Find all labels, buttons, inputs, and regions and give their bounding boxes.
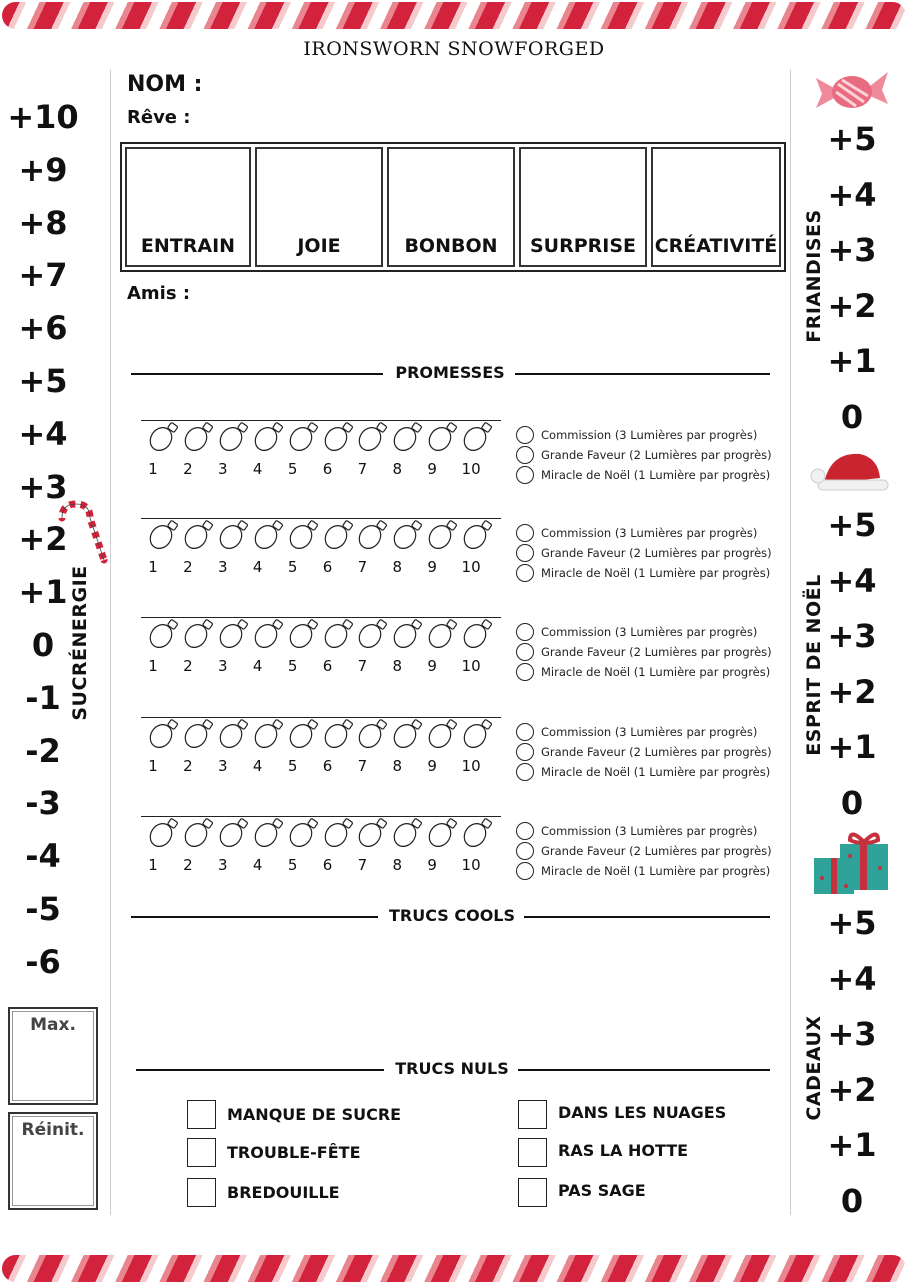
progress-number: 9 [427, 757, 437, 775]
progress-number: 4 [252, 657, 263, 675]
light-bulb-icon[interactable] [147, 818, 181, 852]
promise-rank-label: Miracle de Noël (1 Lumière par progrès) [541, 765, 771, 779]
promise-rank-radio[interactable] [516, 564, 534, 582]
friandises-label: FRIANDISES [803, 209, 825, 343]
light-bulb-icon[interactable] [147, 719, 181, 753]
progress-number: 8 [392, 558, 403, 576]
promise-rank-label: Commission (3 Lumières par progrès) [541, 725, 758, 739]
progress-number: 2 [183, 856, 193, 874]
light-bulb-icon[interactable] [147, 422, 181, 456]
track-value[interactable]: +3 [827, 231, 877, 269]
promise-rank-radio[interactable] [516, 862, 534, 880]
progress-track-line [141, 518, 501, 519]
top-candy-stripe [2, 2, 906, 29]
track-value[interactable]: +4 [827, 175, 877, 214]
track-value[interactable]: +5 [827, 506, 877, 544]
track-value[interactable]: +5 [827, 120, 877, 158]
progress-number: 10 [461, 657, 481, 675]
light-bulb-icon[interactable] [322, 719, 356, 753]
progress-number: 1 [148, 757, 158, 775]
track-value[interactable]: +2 [827, 1070, 877, 1109]
progress-number: 9 [427, 657, 437, 675]
promise-rank-label: Miracle de Noël (1 Lumière par progrès) [541, 566, 771, 580]
promise-rank-radio[interactable] [516, 466, 534, 484]
progress-number: 1 [148, 657, 158, 675]
cadeaux-label: CADEAUX [803, 1015, 825, 1121]
gift-icon [810, 828, 892, 898]
cool-stuff-title: TRUCS COOLS [388, 906, 516, 925]
progress-number: 4 [252, 856, 263, 874]
track-value[interactable]: +4 [827, 561, 877, 600]
promise-rank-label: Grande Faveur (2 Lumières par progrès) [541, 546, 772, 560]
track-value[interactable]: +2 [827, 286, 877, 325]
reset-box[interactable] [8, 1112, 98, 1210]
sucrenergie-value[interactable]: +7 [18, 256, 68, 295]
progress-number: 6 [322, 856, 333, 874]
light-bulb-icon[interactable] [287, 619, 321, 653]
light-bulb-icon[interactable] [391, 520, 425, 554]
progress-number: 2 [183, 460, 193, 478]
progress-number: 8 [392, 460, 403, 478]
progress-number: 3 [218, 856, 228, 874]
light-bulb-icon[interactable] [391, 619, 425, 653]
progress-number: 4 [252, 757, 263, 775]
progress-number: 10 [461, 460, 481, 478]
progress-track-line [141, 617, 501, 618]
name-label: NOM : [127, 72, 203, 97]
light-bulb-icon[interactable] [252, 818, 286, 852]
progress-number: 5 [287, 856, 298, 874]
bad-stuff-label: DANS LES NUAGES [558, 1103, 727, 1122]
track-value[interactable]: +3 [827, 1015, 877, 1053]
track-value[interactable]: +1 [827, 1126, 877, 1164]
light-bulb-icon[interactable] [182, 422, 216, 456]
progress-number: 1 [148, 460, 158, 478]
light-bulb-icon[interactable] [287, 520, 321, 554]
cool-rule-right [524, 916, 770, 918]
sucrenergie-value[interactable]: +5 [18, 362, 68, 400]
bad-stuff-checkbox[interactable] [187, 1138, 216, 1167]
track-value[interactable]: +1 [827, 342, 877, 380]
progress-number: 1 [148, 558, 158, 576]
sucrenergie-value[interactable]: -4 [25, 837, 61, 876]
light-bulb-icon[interactable] [356, 422, 390, 456]
progress-number: 3 [218, 558, 228, 576]
light-bulb-icon[interactable] [461, 619, 495, 653]
light-bulb-icon[interactable] [217, 818, 251, 852]
reset-label: Réinit. [21, 1120, 85, 1140]
progress-number: 8 [392, 757, 403, 775]
progress-number: 6 [322, 460, 333, 478]
light-bulb-icon[interactable] [391, 719, 425, 753]
track-value[interactable]: +5 [827, 904, 877, 942]
sucrenergie-value[interactable]: +9 [18, 150, 68, 189]
bad-stuff-checkbox[interactable] [518, 1178, 547, 1207]
progress-number: 5 [287, 757, 298, 775]
promise-rank-label: Miracle de Noël (1 Lumière par progrès) [541, 468, 771, 482]
sucrenergie-value[interactable]: +3 [18, 467, 68, 506]
light-bulb-icon[interactable] [426, 818, 460, 852]
promise-rank-radio[interactable] [516, 663, 534, 681]
progress-number: 8 [392, 657, 403, 675]
light-bulb-icon[interactable] [391, 818, 425, 852]
light-bulb-icon[interactable] [147, 619, 181, 653]
promises-rule-right [515, 373, 770, 375]
promise-rank-radio[interactable] [516, 822, 534, 840]
light-bulb-icon[interactable] [287, 422, 321, 456]
progress-number: 4 [252, 558, 263, 576]
progress-number: 10 [461, 856, 481, 874]
promise-rank-label: Commission (3 Lumières par progrès) [541, 428, 758, 442]
promises-rule-left [131, 373, 383, 375]
progress-number: 10 [461, 757, 481, 775]
progress-number: 2 [183, 558, 193, 576]
bottom-candy-stripe [2, 1255, 906, 1282]
friends-label: Amis : [127, 283, 191, 304]
track-value[interactable]: 0 [840, 1181, 864, 1220]
light-bulb-icon[interactable] [426, 520, 460, 554]
stats-panel [120, 142, 786, 272]
light-bulb-icon[interactable] [182, 619, 216, 653]
sucrenergie-value[interactable]: +6 [18, 309, 68, 348]
track-value[interactable]: +4 [827, 959, 877, 998]
progress-number: 7 [357, 657, 368, 675]
sucrenergie-label: SUCRÉNERGIE [69, 565, 91, 721]
progress-number: 10 [461, 558, 481, 576]
light-bulb-icon[interactable] [252, 422, 286, 456]
promise-rank-label: Commission (3 Lumières par progrès) [541, 526, 758, 540]
progress-number: 9 [427, 460, 437, 478]
bad-stuff-label: TROUBLE-FÊTE [227, 1143, 361, 1162]
light-bulb-icon[interactable] [217, 619, 251, 653]
promise-rank-radio[interactable] [516, 426, 534, 444]
sucrenergie-value[interactable]: +4 [18, 414, 68, 453]
max-box[interactable] [8, 1007, 98, 1105]
promise-rank-radio[interactable] [516, 446, 534, 464]
light-bulb-icon[interactable] [426, 719, 460, 753]
progress-number: 3 [218, 657, 228, 675]
promise-rank-radio[interactable] [516, 842, 534, 860]
bad-stuff-checkbox[interactable] [187, 1100, 216, 1129]
light-bulb-icon[interactable] [217, 422, 251, 456]
promise-rank-radio[interactable] [516, 643, 534, 661]
sucrenergie-value[interactable]: 0 [31, 626, 55, 664]
light-bulb-icon[interactable] [147, 520, 181, 554]
track-value[interactable]: +2 [827, 672, 877, 711]
light-bulb-icon[interactable] [356, 619, 390, 653]
stat-box-bonbon[interactable] [387, 147, 515, 267]
max-label: Max. [30, 1015, 76, 1035]
light-bulb-icon[interactable] [461, 719, 495, 753]
light-bulb-icon[interactable] [356, 818, 390, 852]
promise-rank-label: Miracle de Noël (1 Lumière par progrès) [541, 665, 771, 679]
light-bulb-icon[interactable] [461, 422, 495, 456]
sucrenergie-value[interactable]: +10 [7, 98, 79, 136]
stat-box-creativite[interactable] [651, 147, 781, 267]
progress-number: 7 [357, 757, 368, 775]
bad-rule-right [518, 1069, 770, 1071]
cool-rule-left [131, 916, 378, 918]
stat-box-joie[interactable] [255, 147, 383, 267]
light-bulb-icon[interactable] [356, 520, 390, 554]
stat-label: CRÉATIVITÉ [654, 235, 778, 257]
track-value[interactable]: +3 [827, 617, 877, 655]
light-bulb-icon[interactable] [426, 422, 460, 456]
light-bulb-icon[interactable] [182, 818, 216, 852]
progress-number: 3 [218, 757, 228, 775]
progress-number: 6 [322, 558, 333, 576]
promise-rank-radio[interactable] [516, 524, 534, 542]
progress-number: 2 [183, 657, 193, 675]
bad-stuff-label: MANQUE DE SUCRE [227, 1105, 402, 1124]
santa-hat-icon [810, 444, 892, 496]
promise-rank-label: Grande Faveur (2 Lumières par progrès) [541, 448, 772, 462]
sucrenergie-value[interactable]: -3 [25, 784, 61, 823]
light-bulb-icon[interactable] [426, 619, 460, 653]
light-bulb-icon[interactable] [356, 719, 390, 753]
stat-box-entrain[interactable] [125, 147, 251, 267]
sucrenergie-value[interactable]: -2 [25, 731, 61, 770]
stat-box-surprise[interactable] [519, 147, 647, 267]
left-divider [110, 70, 111, 1215]
light-bulb-icon[interactable] [182, 520, 216, 554]
progress-number: 6 [322, 657, 333, 675]
light-bulb-icon[interactable] [217, 520, 251, 554]
progress-number: 9 [427, 856, 437, 874]
light-bulb-icon[interactable] [322, 818, 356, 852]
light-bulb-icon[interactable] [322, 520, 356, 554]
promise-rank-label: Grande Faveur (2 Lumières par progrès) [541, 745, 772, 759]
light-bulb-icon[interactable] [391, 422, 425, 456]
bad-stuff-label: BREDOUILLE [227, 1183, 340, 1202]
progress-number: 7 [357, 460, 368, 478]
progress-number: 5 [287, 558, 298, 576]
stat-label: JOIE [297, 235, 341, 257]
bad-stuff-label: RAS LA HOTTE [558, 1141, 689, 1160]
progress-number: 1 [148, 856, 158, 874]
light-bulb-icon[interactable] [217, 719, 251, 753]
esprit-de-noel-label: ESPRIT DE NOËL [803, 574, 825, 756]
promise-rank-radio[interactable] [516, 544, 534, 562]
promise-rank-label: Commission (3 Lumières par progrès) [541, 625, 758, 639]
light-bulb-icon[interactable] [322, 619, 356, 653]
bad-stuff-checkbox[interactable] [187, 1178, 216, 1207]
sucrenergie-value[interactable]: -6 [25, 942, 61, 981]
sucrenergie-value[interactable]: +2 [18, 520, 68, 559]
progress-number: 2 [183, 757, 193, 775]
progress-number: 6 [322, 757, 333, 775]
progress-number: 5 [287, 460, 298, 478]
right-divider [790, 70, 791, 1215]
bad-stuff-title: TRUCS NULS [395, 1059, 509, 1078]
promise-rank-label: Grande Faveur (2 Lumières par progrès) [541, 844, 772, 858]
light-bulb-icon[interactable] [322, 422, 356, 456]
progress-number: 7 [357, 856, 368, 874]
progress-number: 7 [357, 558, 368, 576]
bad-stuff-checkbox[interactable] [518, 1138, 547, 1167]
track-value[interactable]: +1 [827, 728, 877, 766]
sucrenergie-value[interactable]: -5 [25, 890, 61, 928]
promise-rank-radio[interactable] [516, 743, 534, 761]
progress-number: 8 [392, 856, 403, 874]
page-title: IRONSWORN SNOWFORGED [303, 38, 605, 60]
candy-cane-icon [56, 500, 108, 566]
bad-stuff-checkbox[interactable] [518, 1100, 547, 1129]
track-value[interactable]: 0 [840, 397, 864, 436]
stat-label: SURPRISE [529, 235, 637, 257]
sucrenergie-value[interactable]: +1 [18, 573, 68, 612]
progress-track-line [141, 816, 501, 817]
promise-rank-radio[interactable] [516, 723, 534, 741]
promise-rank-label: Grande Faveur (2 Lumières par progrès) [541, 645, 772, 659]
progress-track-line [141, 420, 501, 421]
progress-number: 3 [218, 460, 228, 478]
sucrenergie-value[interactable]: +8 [18, 203, 68, 242]
light-bulb-icon[interactable] [252, 719, 286, 753]
light-bulb-icon[interactable] [182, 719, 216, 753]
light-bulb-icon[interactable] [287, 719, 321, 753]
light-bulb-icon[interactable] [287, 818, 321, 852]
bad-rule-left [136, 1069, 384, 1071]
candy-icon [812, 64, 892, 118]
progress-number: 5 [287, 657, 298, 675]
dream-label: Rêve : [127, 107, 191, 128]
stat-label: BONBON [404, 235, 498, 257]
track-value[interactable]: 0 [840, 783, 864, 822]
stat-label: ENTRAIN [140, 235, 236, 257]
promise-rank-label: Commission (3 Lumières par progrès) [541, 824, 758, 838]
promise-rank-label: Miracle de Noël (1 Lumière par progrès) [541, 864, 771, 878]
progress-track-line [141, 717, 501, 718]
promise-rank-radio[interactable] [516, 763, 534, 781]
light-bulb-icon[interactable] [461, 818, 495, 852]
bad-stuff-label: PAS SAGE [558, 1181, 646, 1200]
progress-number: 9 [427, 558, 437, 576]
promise-rank-radio[interactable] [516, 623, 534, 641]
progress-number: 4 [252, 460, 263, 478]
light-bulb-icon[interactable] [252, 619, 286, 653]
promises-title: PROMESSES [395, 363, 505, 382]
light-bulb-icon[interactable] [252, 520, 286, 554]
light-bulb-icon[interactable] [461, 520, 495, 554]
sucrenergie-value[interactable]: -1 [25, 678, 61, 717]
